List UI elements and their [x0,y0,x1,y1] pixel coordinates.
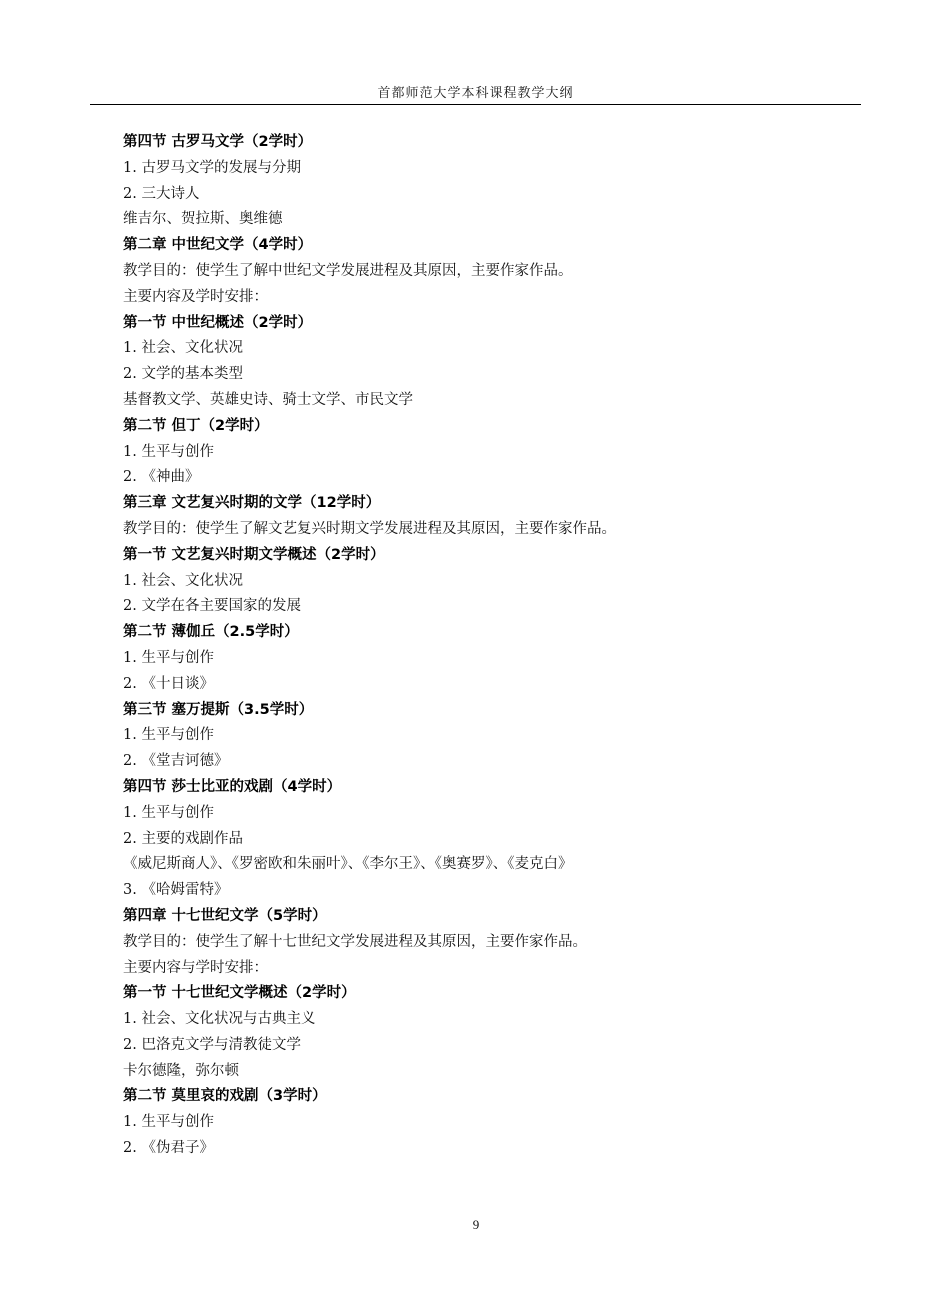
body-line: 1. 生平与创作 [123,804,214,821]
page-number: 9 [472,1217,480,1232]
body-line: 1. 社会、文化状况 [123,340,243,357]
body-line: 《威尼斯商人》、《罗密欧和朱丽叶》、《李尔王》、《奥赛罗》、《麦克白》 [123,856,573,873]
header-rule [90,104,861,105]
body-line: 1. 生平与创作 [123,727,214,744]
section-heading: 第二节 莫里哀的戏剧（3学时） [123,1088,327,1105]
body-line: 教学目的：使学生了解文艺复兴时期文学发展进程及其原因，主要作家作品。 [123,520,616,537]
section-heading: 第一节 文艺复兴时期文学概述（2学时） [123,546,385,563]
body-line: 教学目的：使学生了解十七世纪文学发展进程及其原因，主要作家作品。 [123,933,587,950]
section-heading: 第四章 十七世纪文学（5学时） [123,907,327,924]
section-heading: 第四节 古罗马文学（2学时） [123,134,313,150]
body-line: 2. 《伪君子》 [123,1140,214,1157]
body-line: 基督教文学、英雄史诗、骑士文学、市民文学 [123,391,413,408]
body-line: 2. 《十日谈》 [123,675,214,692]
section-heading: 第二节 薄伽丘（2.5学时） [123,624,299,641]
body-line: 1. 社会、文化状况与古典主义 [123,1011,316,1028]
body-line: 1. 生平与创作 [123,443,214,460]
section-heading: 第四节 莎士比亚的戏剧（4学时） [123,778,342,795]
body-line: 3. 《哈姆雷特》 [123,882,229,899]
body-line: 2. 《神曲》 [123,469,200,486]
section-heading: 第三章 文艺复兴时期的文学（12学时） [123,495,381,512]
body-line: 主要内容与学时安排： [123,959,268,976]
body-line: 卡尔德隆，弥尔顿 [123,1062,239,1079]
body-line: 1. 社会、文化状况 [123,572,243,589]
body-line: 2. 三大诗人 [123,185,200,202]
body-line: 1. 古罗马文学的发展与分期 [123,159,301,176]
running-header: 首都师范大学本科课程教学大纲 [377,86,574,101]
body-line: 2. 文学在各主要国家的发展 [123,598,301,615]
body-line: 主要内容及学时安排： [123,288,268,305]
section-heading: 第三节 塞万提斯（3.5学时） [123,701,314,718]
body-line: 教学目的：使学生了解中世纪文学发展进程及其原因，主要作家作品。 [123,262,573,279]
body-line: 1. 生平与创作 [123,1114,214,1131]
section-heading: 第一节 十七世纪文学概述（2学时） [123,985,356,1002]
body-line: 2. 巴洛克文学与清教徒文学 [123,1036,301,1053]
body-line: 2. 文学的基本类型 [123,366,243,383]
page-body [123,130,843,1162]
section-heading: 第二节 但丁（2学时） [123,417,269,434]
section-heading: 第一节 中世纪概述（2学时） [123,314,313,331]
body-line: 2. 《堂吉诃德》 [123,753,229,770]
body-line: 1. 生平与创作 [123,649,214,666]
section-heading: 第二章 中世纪文学（4学时） [123,237,313,254]
body-line: 2. 主要的戏剧作品 [123,830,243,847]
body-line: 维吉尔、贺拉斯、奥维德 [123,211,283,228]
